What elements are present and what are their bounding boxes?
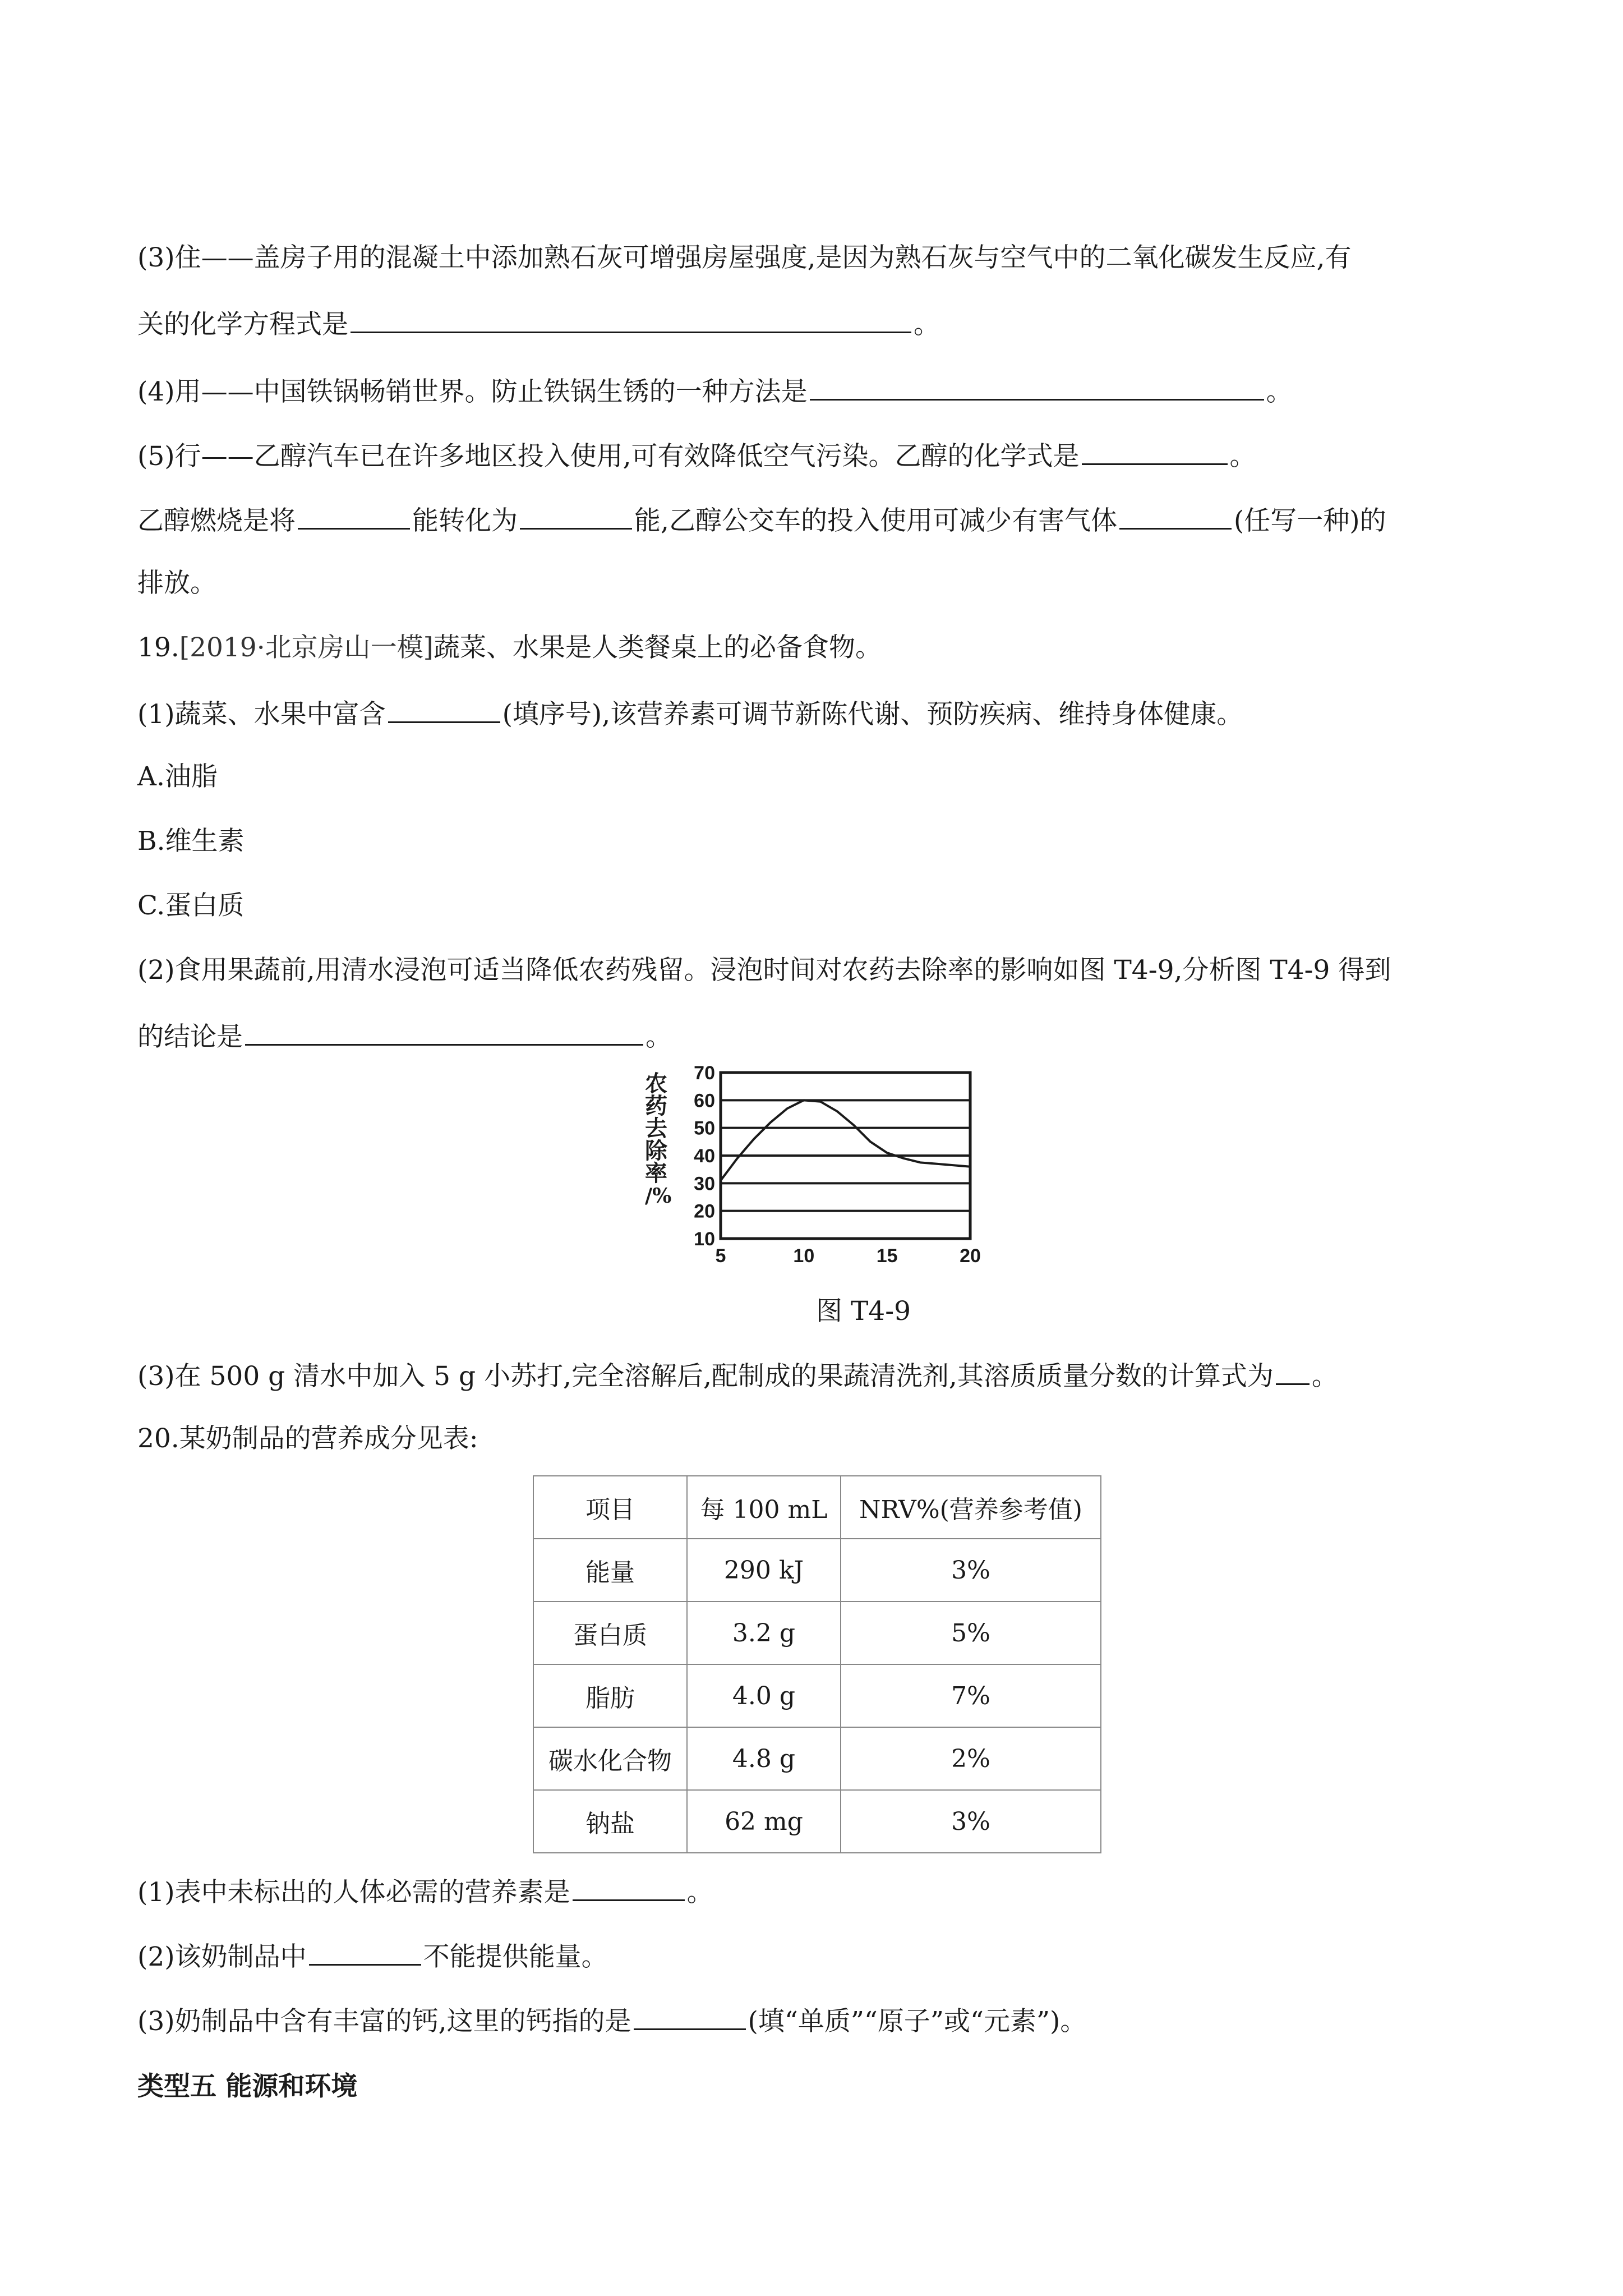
table-cell: 2% [841,1727,1101,1790]
y-tick-label: 30 [694,1173,715,1195]
y-axis-label-unit: /% [645,1184,672,1208]
answer-blank[interactable] [309,1938,421,1966]
y-axis-label-char: 率 [645,1160,667,1186]
x-tick-label: 15 [876,1245,898,1267]
table-cell: 7% [841,1664,1101,1727]
table-row [533,1727,1101,1790]
q19-part-1: (1)蔬菜、水果中富含 (填序号),该营养素可调节新陈代谢、预防疾病、维持身体健康。 [137,696,1243,731]
y-tick-label: 70 [694,1062,715,1084]
nutrition-table [533,1475,1101,1853]
q20-stem: 20.某奶制品的营养成分见表: [137,1423,478,1454]
y-tick-label: 20 [694,1200,715,1222]
table-row [533,1664,1101,1727]
q20-part-3: (3)奶制品中含有丰富的钙,这里的钙指的是 (填“单质”“原子”或“元素”)。 [137,2003,1086,2039]
table-cell: 碳水化合物 [533,1727,687,1790]
answer-blank[interactable] [1119,502,1232,530]
y-tick-label: 60 [694,1090,715,1112]
y-tick-label: 50 [694,1117,715,1139]
table-cell: 3% [841,1790,1101,1853]
q19-option-b: B.维生素 [137,826,245,857]
q18-line-3-cont: 关的化学方程式是 。 [137,306,940,342]
pesticide-removal-chart [639,1060,998,1285]
y-axis-label-char: 去 [645,1115,667,1142]
table-cell: 3.2 g [687,1602,841,1664]
y-axis-label-char: 药 [645,1093,667,1119]
answer-blank[interactable] [573,1874,685,1901]
y-axis-label-char: 除 [645,1138,667,1164]
table-cell: 5% [841,1602,1101,1664]
q19-stem: 19.[2019·北京房山一模]蔬菜、水果是人类餐桌上的必备食物。 [137,632,882,663]
answer-blank[interactable] [1276,1358,1310,1385]
x-tick-label: 10 [793,1245,815,1267]
table-header-row [533,1476,1101,1539]
table-header-cell: NRV%(营养参考值) [841,1476,1101,1539]
y-axis-label-char: 农 [645,1070,667,1097]
table-header-cell: 每 100 mL [687,1476,841,1539]
q19-option-a: A.油脂 [137,761,218,792]
x-tick-label: 5 [715,1245,726,1267]
table-cell: 4.8 g [687,1727,841,1790]
answer-blank[interactable] [351,306,911,333]
y-tick-label: 10 [694,1228,715,1250]
answer-blank[interactable] [520,502,632,530]
table-cell: 62 mg [687,1790,841,1853]
q18-line-5-cont: 乙醇燃烧是将 能转化为 能,乙醇公交车的投入使用可减少有害气体 (任写一种)的 [137,502,1386,538]
y-tick-label: 40 [694,1145,715,1167]
table-row [533,1602,1101,1664]
q18-line-4: (4)用——中国铁锅畅销世界。防止铁锅生锈的一种方法是 。 [137,373,1293,409]
q18-line-3: (3)住——盖房子用的混凝土中添加熟石灰可增强房屋强度,是因为熟石灰与空气中的二氧化碳发生反应,有 [137,242,1352,273]
question-source: [2019·北京房山一模] [179,632,434,663]
table-cell: 钠盐 [533,1790,687,1853]
answer-blank[interactable] [1082,438,1228,465]
table-cell: 蛋白质 [533,1602,687,1664]
table-cell: 4.0 g [687,1664,841,1727]
q18-line-5: (5)行——乙醇汽车已在许多地区投入使用,可有效降低空气污染。乙醇的化学式是 。 [137,438,1256,473]
figure-caption: 图 T4-9 [816,1296,911,1327]
answer-blank[interactable] [634,2003,746,2030]
table-cell: 能量 [533,1539,687,1602]
chart-svg [639,1060,998,1285]
answer-blank[interactable] [388,696,500,723]
q20-part-1: (1)表中未标出的人体必需的营养素是 。 [137,1874,713,1910]
q20-part-2: (2)该奶制品中 不能提供能量。 [137,1938,608,1974]
table-cell: 脂肪 [533,1664,687,1727]
x-tick-label: 20 [960,1245,981,1267]
section-heading: 类型五 能源和环境 [137,2071,358,2102]
q19-part-3: (3)在 500 g 清水中加入 5 g 小苏打,完全溶解后,配制成的果蔬清洗剂,其溶质质量分数的计算式为 。 [137,1358,1338,1393]
q19-part-2: (2)食用果蔬前,用清水浸泡可适当降低农药残留。浸泡时间对农药去除率的影响如图 T4-9,分析图 T4-9 得到 [137,955,1391,986]
answer-blank[interactable] [245,1018,643,1046]
table-row [533,1539,1101,1602]
answer-blank[interactable] [810,373,1264,401]
q19-part-2-cont: 的结论是 。 [137,1018,672,1054]
q18-line-6: 排放。 [137,568,216,599]
table-cell: 3% [841,1539,1101,1602]
table-row [533,1790,1101,1853]
series-line [721,1100,970,1180]
q19-option-c: C.蛋白质 [137,890,245,921]
table-cell: 290 kJ [687,1539,841,1602]
table-header-cell: 项目 [533,1476,687,1539]
answer-blank[interactable] [298,502,410,530]
